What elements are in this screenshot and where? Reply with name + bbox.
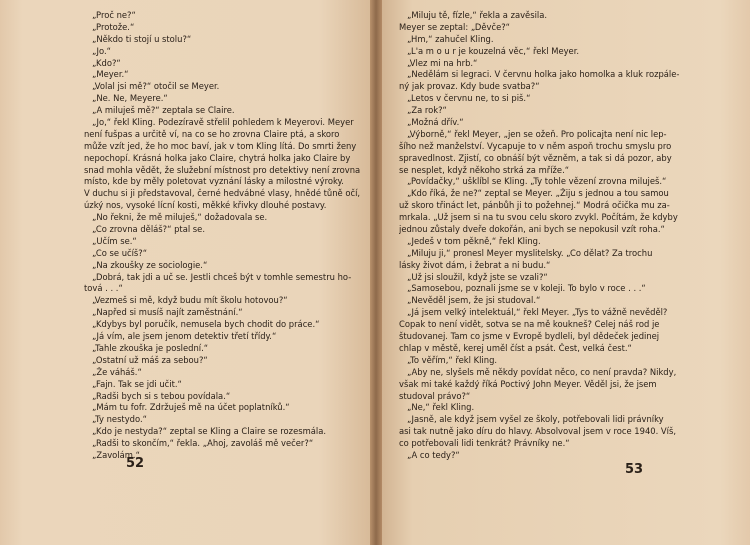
text-line: „Vezmeš si mě, když budu mít školu hotovou?“ xyxy=(92,295,288,306)
text-line: „Nedělám si legraci. V červnu holka jako homolka a kluk rozpále- xyxy=(407,69,680,80)
text-line: „Kdo říká, že ne?“ zeptal se Meyer. „Žiju s jednou a tou samou xyxy=(407,188,669,199)
text-line: se nesplet, když někoho strká za mříže.“ xyxy=(399,164,570,175)
text-line: „Dobrá, tak jdi a uč se. Jestli chceš být v tomhle semestru ho- xyxy=(92,271,352,282)
text-line: „Proč ne?“ xyxy=(92,10,136,20)
text-line: „Ty nestydo.“ xyxy=(92,414,147,425)
text-line: „Nevěděl jsem, že jsi studoval.“ xyxy=(407,295,541,306)
text-line: „Protože.“ xyxy=(92,21,135,32)
left-page-text xyxy=(84,10,370,462)
text-line: však mi také každý říká Poctivý John Meyer. Věděl jsi, že jsem xyxy=(399,378,657,389)
text-line: tová . . .“ xyxy=(84,283,123,294)
text-line: studoval právo?“ xyxy=(399,390,471,401)
text-line: „Aby ne, slyšels mě někdy povídat něco, co není pravda? Nikdy, xyxy=(407,366,677,377)
text-line: „Radši to skončím,“ řekla. „Ahoj, zavoláš mě večer?“ xyxy=(92,438,314,449)
text-line: „Hm,“ zahučel Kling. xyxy=(407,33,494,44)
text-line: „Meyer.“ xyxy=(92,69,129,80)
text-line: „No řekni, že mě miluješ,“ dožadovala se. xyxy=(92,212,268,223)
text-line: V duchu si ji představoval, černé hedvábné vlasy, hnědé tůně očí, xyxy=(84,188,361,199)
text-line: „Učím se.“ xyxy=(92,235,137,246)
text-line: „A co tedy?“ xyxy=(407,449,460,460)
text-line: „Za rok?“ xyxy=(407,105,447,116)
text-line: lásky život dám, i žebrat a ni budu.“ xyxy=(399,259,551,270)
text-line: Meyer se zeptal: „Děvče?“ xyxy=(399,21,511,32)
text-line: úzký nos, vysoké lícní kosti, měkké křivky dlouhé postavy. xyxy=(84,200,327,211)
text-line: „Už jsi sloužil, když jste se vzali?“ xyxy=(407,271,548,282)
text-line: „To věřím,“ řekl Kling. xyxy=(407,354,498,365)
text-line: spravedlnost. Zjistí, co obnáší být vězněm, a tak si dá pozor, aby xyxy=(399,152,672,163)
text-line: šího než manželství. Vycapuje to v něm aspoň trochu smyslu pro xyxy=(399,140,672,151)
text-line: „Kdo je nestyda?“ zeptal se Kling a Claire se rozesmála. xyxy=(92,426,326,437)
text-line: může vzít jed, že ho moc baví, jak v tom Kling lítá. Do smrti ženy xyxy=(84,140,357,151)
text-line: „Letos v červnu ne, to si piš.“ xyxy=(407,93,531,104)
text-line: „Vlez mi na hrb.“ xyxy=(407,57,478,68)
text-line: „Miluju tě, fízle,“ řekla a zavěsila. xyxy=(407,10,548,20)
text-line: „Jedeš v tom pěkně,“ řekl Kling. xyxy=(407,235,541,246)
text-line: „Ne. Ne, Meyere.“ xyxy=(92,93,168,104)
text-line: „Jo,“ řekl Kling. Podezíravě střelil pohledem k Meyerovi. Meyer xyxy=(92,117,354,128)
text-line: „Jasně, ale když jsem vyšel ze školy, potřebovali lidi právníky xyxy=(407,414,664,425)
text-line: „Zavolám.“ xyxy=(92,449,140,460)
text-line: „Na zkoušky ze sociologie.“ xyxy=(92,259,208,270)
text-line: „Kdo?“ xyxy=(92,57,121,68)
text-line: „Napřed si musíš najít zaměstnání.“ xyxy=(92,307,243,318)
left-page-number: 52 xyxy=(126,456,145,471)
text-line: „Miluju ji,“ pronesl Meyer myslitelsky. „Co dělat? Za trochu xyxy=(407,247,653,258)
text-line: „Tahle zkouška je poslední.“ xyxy=(92,342,209,353)
text-line: co potřebovali lidi tenkrát? Právníky ne.“ xyxy=(399,438,570,449)
text-line: mrkala. „Už jsem si na tu svou celu skoro zvykl. Počítám, že kdyby xyxy=(399,212,678,223)
text-line: snad mohla vědět, že služební místnost pro detektivy není zrovna xyxy=(84,164,361,175)
right-page-number: 53 xyxy=(625,462,644,477)
text-line: „Já vím, ale jsem jenom detektiv třetí třídy.“ xyxy=(92,331,277,342)
text-line: „Ostatní už máš za sebou?“ xyxy=(92,354,208,365)
text-line: nepochopí. Krásná holka jako Claire, chytrá holka jako Claire by xyxy=(84,152,351,163)
text-line: „Výborně,“ řekl Meyer, „jen se ožeň. Pro policajta není nic lep- xyxy=(407,128,667,139)
text-line: „Možná dřív.“ xyxy=(407,117,464,128)
text-line: „Ne,“ řekl Kling. xyxy=(407,402,475,413)
text-line: „L'a m o u r je kouzelná věc,“ řekl Meyer. xyxy=(407,45,580,56)
text-line: „Jo.“ xyxy=(92,45,111,56)
text-line: není fušpas a určitě ví, na co se ho zrovna Claire ptá, a skoro xyxy=(84,128,340,139)
text-line: ný jak provaz. Kdy bude svatba?“ xyxy=(399,81,540,92)
text-line: „Co se učíš?“ xyxy=(92,247,148,258)
text-line: „Volal jsi mě?“ otočil se Meyer. xyxy=(92,81,220,92)
text-line: „Mám tu fofr. Zdržuješ mě na účet poplatníků.“ xyxy=(92,402,290,413)
text-line: „A miluješ mě?“ zeptala se Claire. xyxy=(92,105,235,116)
text-line: „Povídačky,“ ušklíbl se Kling. „Ty tohle vězení zrovna miluješ.“ xyxy=(407,176,667,187)
text-line: už skoro třináct let, pánbůh ji to požehnej.“ Modrá očička mu za- xyxy=(399,200,670,211)
text-line: jednou zůstaly dveře dokořán, ani bych se nepokusil vzít roha.“ xyxy=(399,224,665,235)
right-page-text xyxy=(399,10,686,462)
text-line: chlap v městě, kerej uměl číst a psát. Čest, velká čest.“ xyxy=(399,342,632,353)
text-line: študovanej. Tam co jsme v Evropě bydleli, byl dědeček jedinej xyxy=(399,331,660,342)
text-line: „Fajn. Tak se jdi učit.“ xyxy=(92,378,182,389)
text-line: „Že váháš.“ xyxy=(92,366,142,377)
text-line: Copak to není vidět, sotva se na mě koukneš? Celej náš rod je xyxy=(399,319,660,330)
text-line: „Radši bych si s tebou povídala.“ xyxy=(92,390,231,401)
right-page xyxy=(375,0,750,545)
text-line: „Já jsem velký intelektuál,“ řekl Meyer. „Tys to vážně nevěděl? xyxy=(407,307,668,318)
text-line: místo, kde by měly poletovat vyznání lásky a milostné výroky. xyxy=(84,176,344,187)
text-line: „Co zrovna děláš?“ ptal se. xyxy=(92,224,205,235)
text-line: „Kdybys byl poručík, nemusela bych chodit do práce.“ xyxy=(92,319,320,330)
text-line: asi tak nutně jako díru do hlavy. Absolvoval jsem v roce 1940. Víš, xyxy=(399,426,677,437)
text-line: „Samosebou, poznali jsme se v koleji. To bylo v roce . . .“ xyxy=(407,283,646,294)
text-line: „Někdo ti stojí u stolu?“ xyxy=(92,33,192,44)
book-gutter xyxy=(370,0,382,545)
